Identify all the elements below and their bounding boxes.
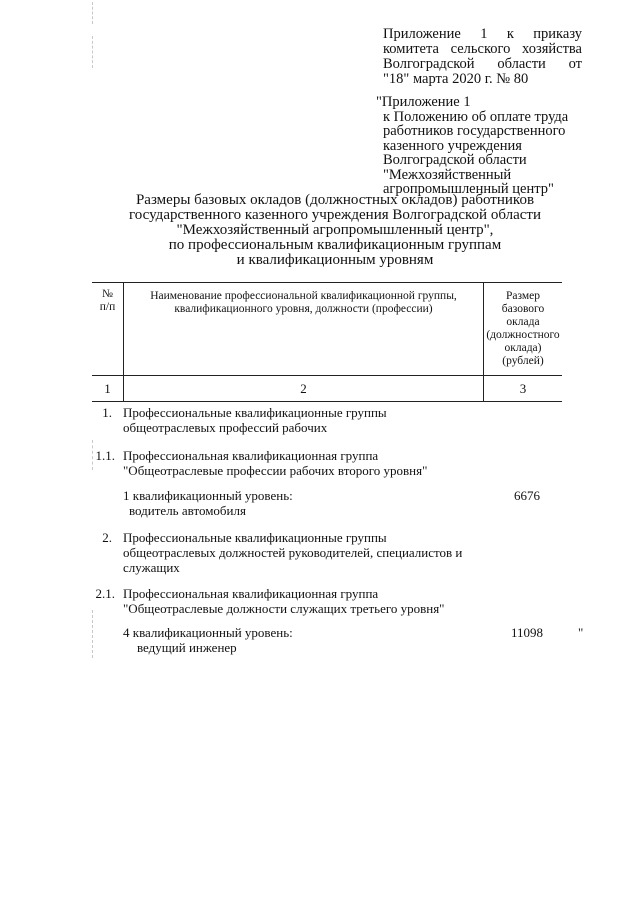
row-text: Профессиональные квалификационные группы общеотраслевых профессий рабочих	[123, 405, 387, 435]
appendix-line: "Межхозяйственный	[383, 166, 512, 183]
col-number-1: 1	[104, 381, 111, 396]
appendix-line: казенного учреждения	[383, 137, 522, 154]
appendix-line: к Положению об оплате труда	[383, 108, 569, 125]
col-number-3: 3	[519, 381, 527, 396]
appendix-line: агропромышленный центр"	[383, 181, 554, 197]
appendix-line: "Приложение 1	[376, 94, 471, 110]
col-header-salary: Размер базового оклада (должностного оклада) (рублей)	[486, 290, 560, 367]
table-border	[92, 282, 562, 283]
order-header-line: комитета сельского хозяйства	[383, 41, 582, 57]
table-border	[92, 401, 562, 402]
order-header-line: "18" марта 2020 г. № 80	[383, 71, 529, 87]
table-border	[92, 375, 562, 376]
closing-quote: "	[578, 625, 584, 640]
row-text: Профессиональные квалификационные группы общеотраслевых должностей руководителей, специалистов и служащих	[123, 530, 463, 575]
document-title	[110, 193, 560, 268]
order-header-line: Приложение 1 к приказу	[383, 26, 582, 42]
row-text: 1 квалификационный уровень: водитель автомобиля	[123, 488, 293, 518]
appendix-line: Волгоградской области	[383, 152, 527, 168]
margin-mark	[92, 36, 94, 68]
col-header-number: № п/п	[99, 288, 116, 313]
salary-value: 11098	[511, 625, 544, 640]
title-line: "Межхозяйственный агропромышленный центр",	[176, 222, 494, 238]
col-header-name: Наименование профессиональной квалификационной группы, квалификационного уровня, должности (профессии)	[150, 290, 457, 315]
margin-mark	[92, 2, 94, 24]
row-text: 4 квалификационный уровень: ведущий инженер	[123, 625, 293, 655]
salary-table-header	[92, 282, 562, 402]
row-text: Профессиональная квалификационная группа "Общеотраслевые профессии рабочих второго уровня"	[123, 448, 428, 478]
title-line: по профессиональным квалификационным группам	[168, 237, 502, 253]
row-text: Профессиональная квалификационная группа "Общеотраслевые должности служащих третьего уровня"	[123, 586, 445, 616]
row-number: 2.	[102, 530, 112, 545]
title-line: Размеры базовых окладов (должностных окладов) работников	[135, 192, 535, 208]
margin-mark	[92, 610, 94, 658]
title-line: государственного казенного учреждения Волгоградской области	[129, 207, 541, 223]
appendix-line: работников государственного	[383, 123, 566, 139]
title-line: и квалификационным уровням	[236, 252, 434, 268]
col-number-2: 2	[300, 381, 307, 396]
order-header-line: Волгоградской области от	[383, 56, 582, 72]
row-number: 1.1.	[95, 448, 115, 463]
order-header	[383, 27, 582, 87]
salary-value: 6676	[514, 488, 540, 503]
appendix-block	[376, 95, 586, 197]
row-number: 2.1.	[95, 586, 115, 601]
row-number: 1.	[102, 405, 112, 420]
